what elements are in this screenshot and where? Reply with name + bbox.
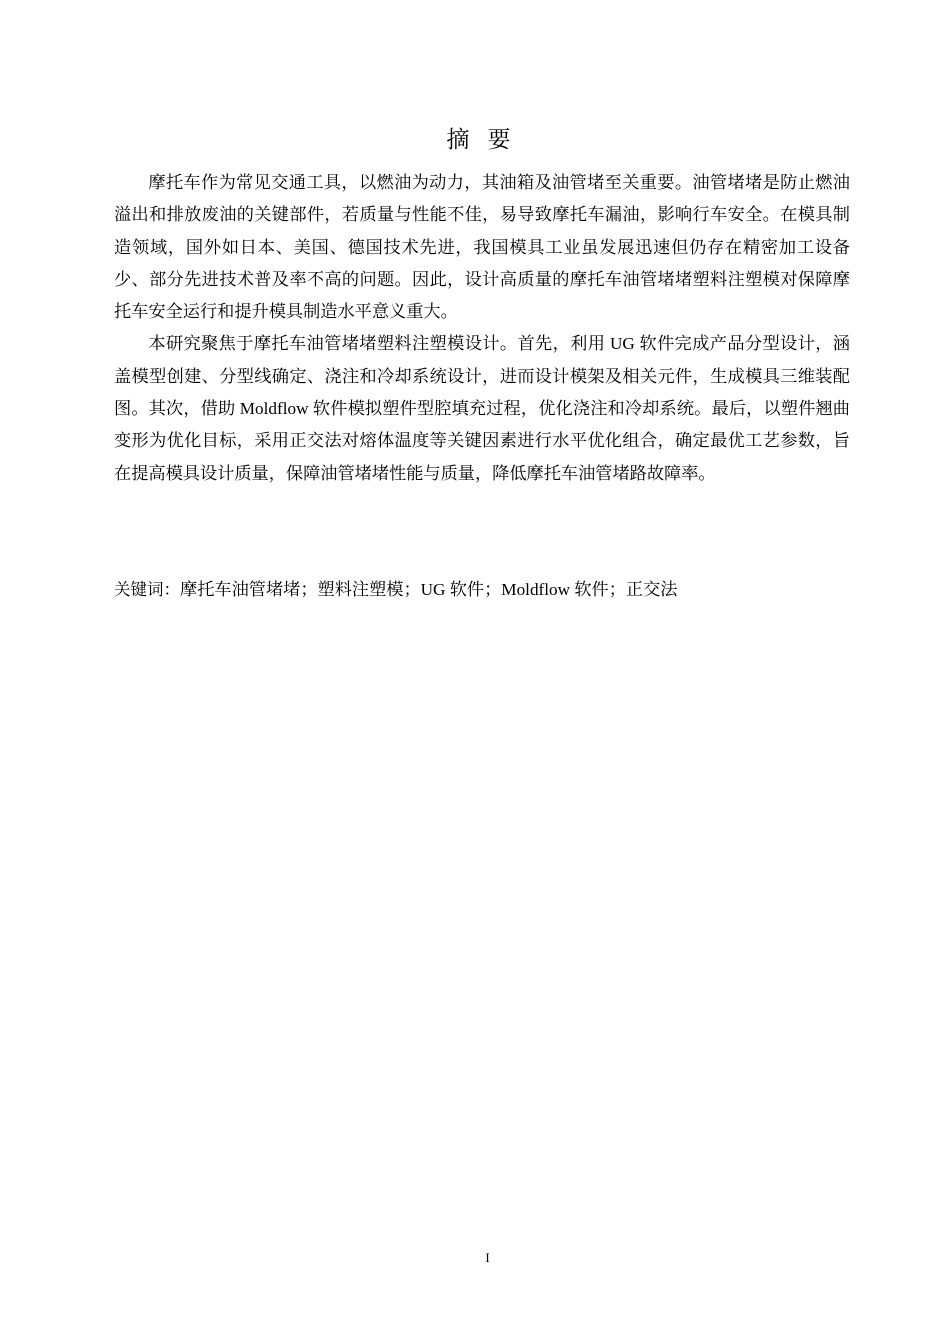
abstract-title: 摘要	[446, 127, 529, 153]
keywords-line	[114, 574, 850, 606]
page-number: I	[485, 1250, 490, 1265]
keywords-label: 关键词：	[114, 580, 180, 599]
keywords-text: 摩托车油管堵堵；塑料注塑模；UG 软件；Moldflow 软件；正交法	[180, 580, 678, 599]
abstract-paragraph-2: 本研究聚焦于摩托车油管堵堵塑料注塑模设计。首先，利用 UG 软件完成产品分型设计，涵盖模型创建、分型线确定、浇注和冷却系统设计，进而设计模架及相关元件，生成模具三维装配图。其次，借助 Moldflow 软件模拟塑件型腔填充过程，优化浇注和冷却系统。最后，以塑件翘曲变形为优化目标，采用正交法对熔体温度等关键因素进行水平优化组合，确定最优工艺参数，旨在提高模具设计质量，保障油管堵堵性能与质量，降低摩托车油管堵路故障率。	[114, 334, 850, 483]
abstract-body	[114, 167, 850, 490]
abstract-paragraph-1: 摩托车作为常见交通工具，以燃油为动力，其油箱及油管堵至关重要。油管堵堵是防止燃油溢出和排放废油的关键部件，若质量与性能不佳，易导致摩托车漏油，影响行车安全。在模具制造领域，国外如日本、美国、德国技术先进，我国模具工业虽发展迅速但仍存在精密加工设备少、部分先进技术普及率不高的问题。因此，设计高质量的摩托车油管堵堵塑料注塑模对保障摩托车安全运行和提升模具制造水平意义重大。	[114, 173, 850, 322]
